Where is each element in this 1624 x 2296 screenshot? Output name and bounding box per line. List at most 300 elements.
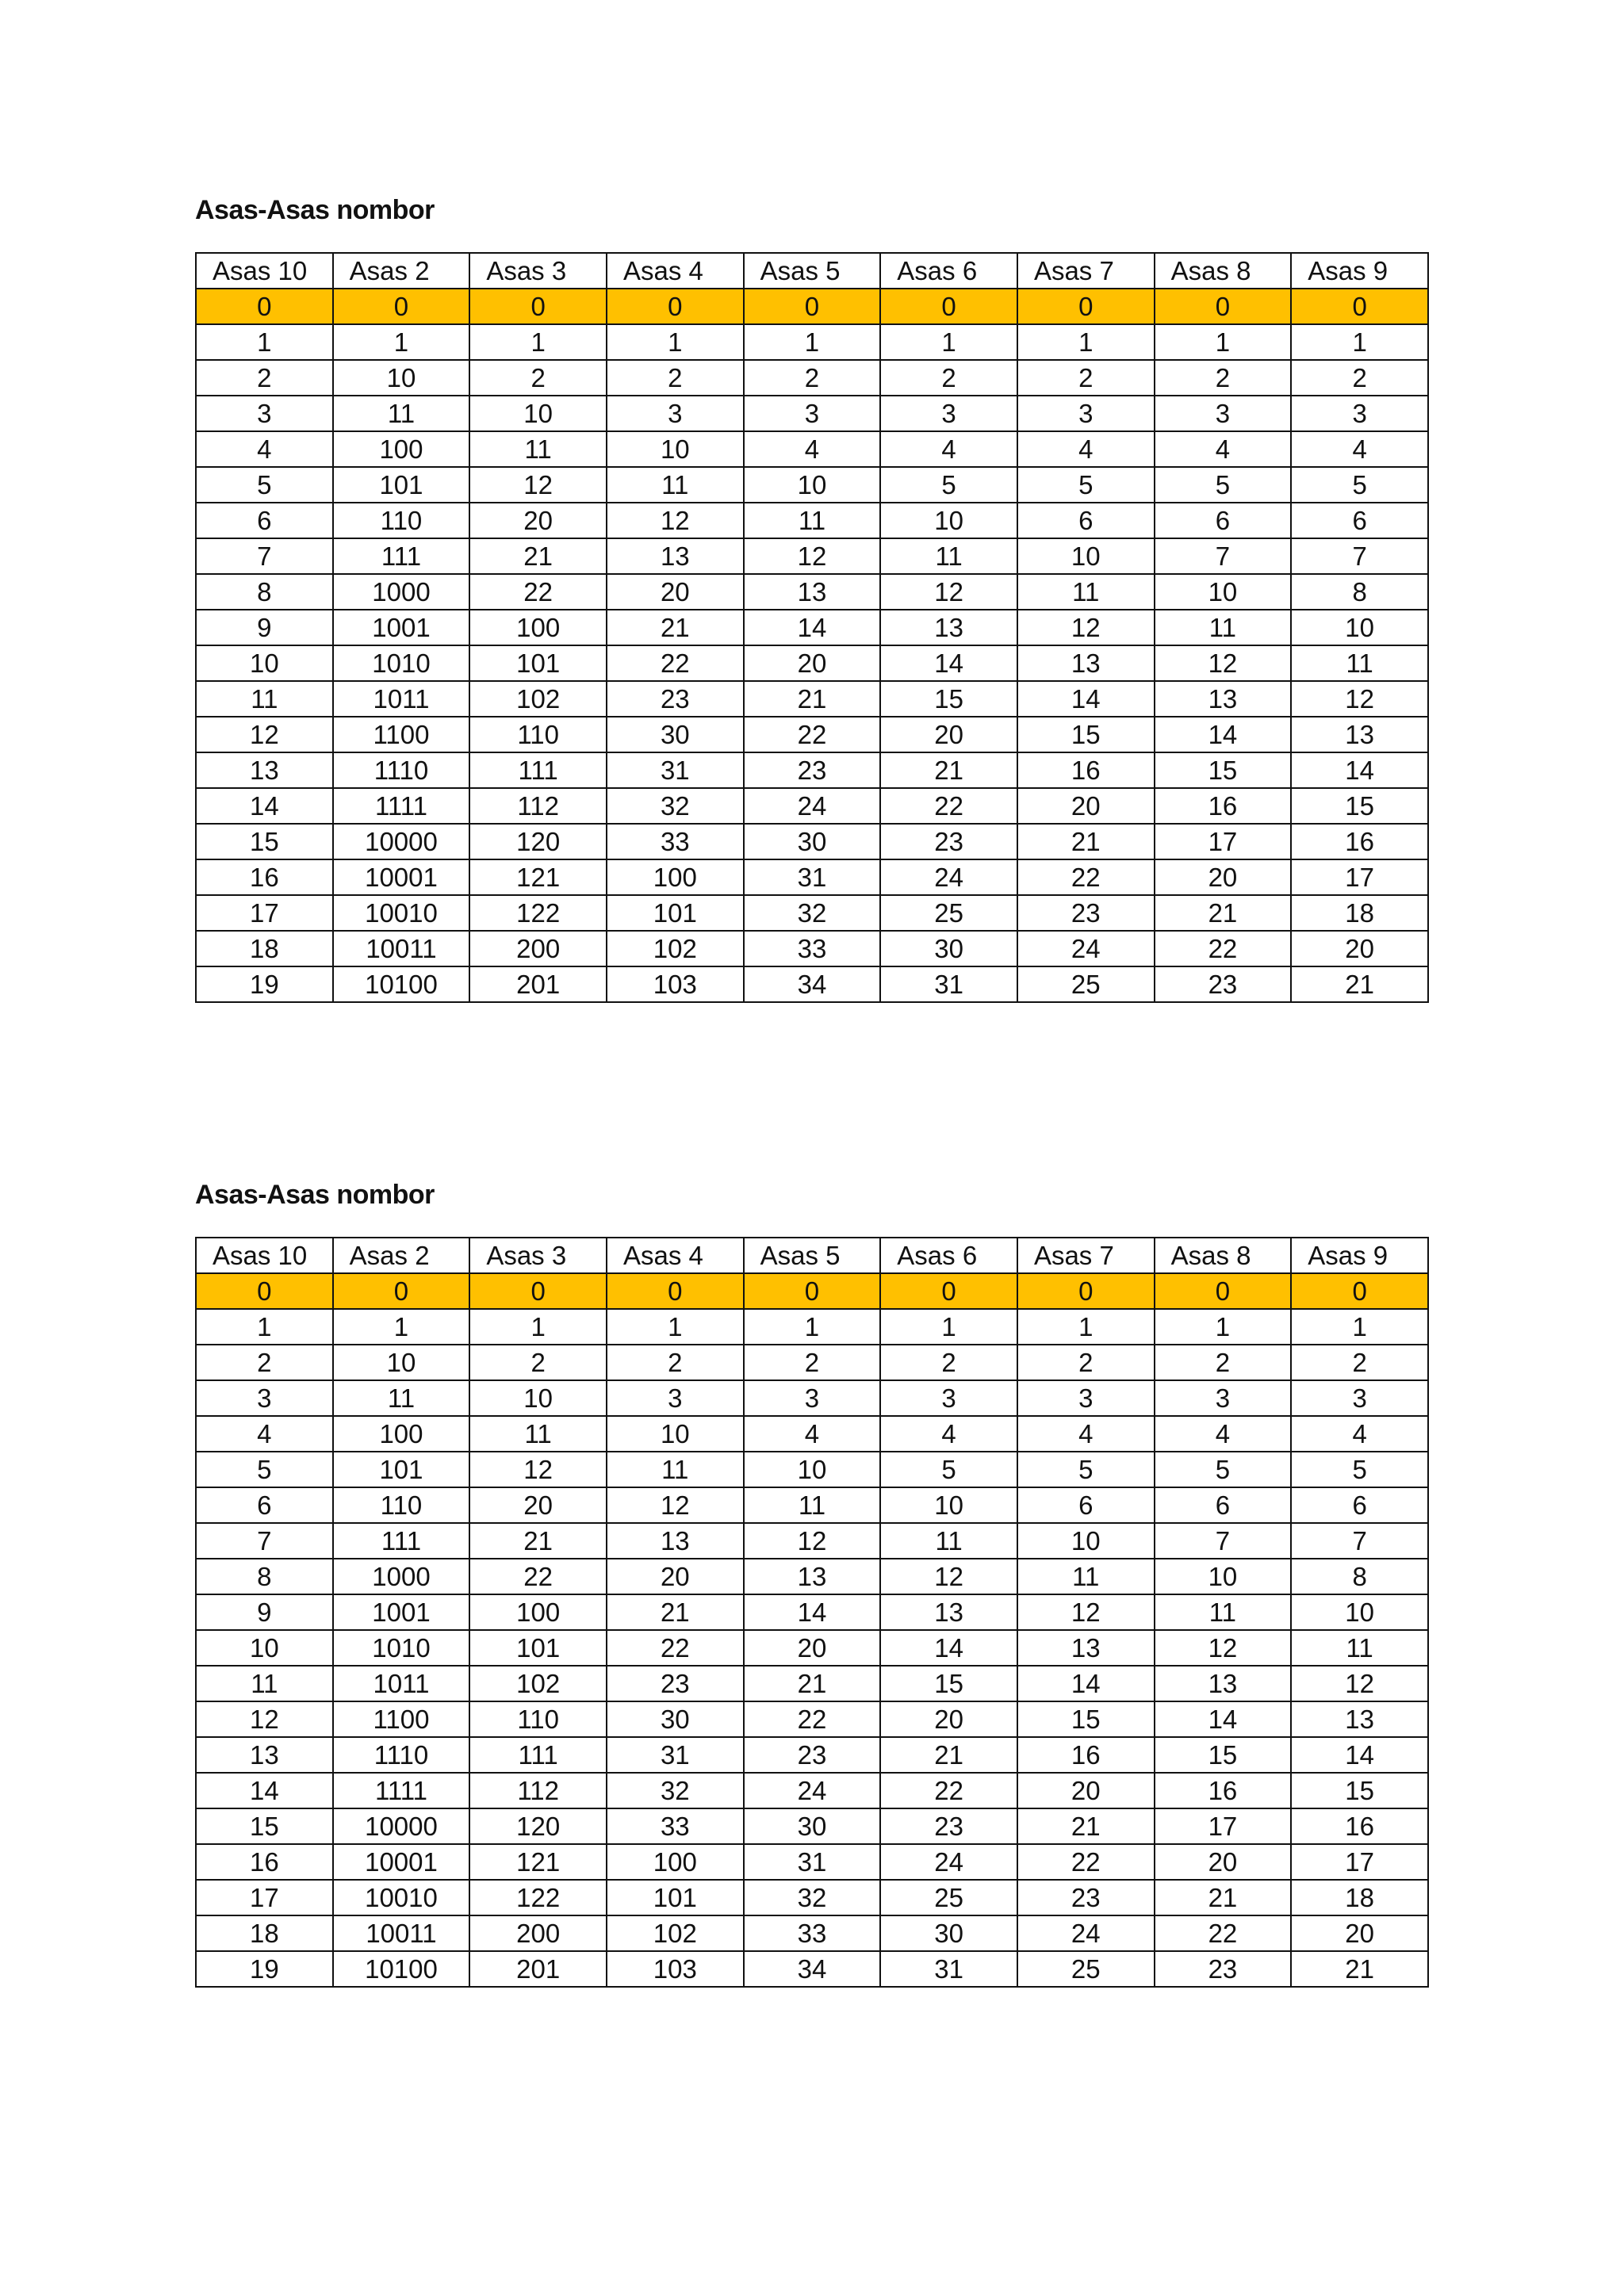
column-header: Asas 4 <box>607 1238 744 1273</box>
table-cell: 11 <box>744 1487 881 1523</box>
table-cell: 11 <box>880 538 1017 574</box>
base-table-section-1 <box>195 190 1429 1003</box>
table-cell: 102 <box>469 1666 607 1701</box>
table-cell: 8 <box>1291 1559 1428 1594</box>
table-cell: 100 <box>607 1844 744 1880</box>
table-cell: 13 <box>1017 1630 1155 1666</box>
table-cell: 23 <box>880 824 1017 859</box>
table-cell: 100 <box>607 859 744 895</box>
table-cell: 10 <box>1017 1523 1155 1559</box>
table-cell: 33 <box>607 824 744 859</box>
table-cell: 112 <box>469 788 607 824</box>
table-cell: 6 <box>196 1487 333 1523</box>
table-cell: 16 <box>196 1844 333 1880</box>
table-cell: 1 <box>469 324 607 360</box>
table-cell: 13 <box>196 752 333 788</box>
column-header: Asas 8 <box>1155 1238 1292 1273</box>
table-cell: 21 <box>1291 966 1428 1002</box>
table-cell: 111 <box>333 538 470 574</box>
table-cell: 13 <box>196 1737 333 1773</box>
table-cell: 12 <box>196 717 333 752</box>
table-cell: 34 <box>744 966 881 1002</box>
table-cell: 12 <box>469 1452 607 1487</box>
table-cell: 11 <box>469 1416 607 1452</box>
table-row <box>196 1559 1428 1594</box>
table-cell: 20 <box>1155 1844 1292 1880</box>
table-cell: 32 <box>744 895 881 931</box>
table-cell: 17 <box>1291 859 1428 895</box>
table-cell: 20 <box>880 1701 1017 1737</box>
table-cell: 101 <box>469 645 607 681</box>
table-cell: 1110 <box>333 1737 470 1773</box>
column-header: Asas 9 <box>1291 253 1428 289</box>
table-row <box>196 574 1428 610</box>
table-cell: 3 <box>1017 1380 1155 1416</box>
table-row <box>196 717 1428 752</box>
table-cell: 1 <box>744 324 881 360</box>
table-row <box>196 966 1428 1002</box>
table-cell: 5 <box>196 1452 333 1487</box>
table-cell: 5 <box>196 467 333 503</box>
table-header-row <box>196 1238 1428 1273</box>
column-header: Asas 4 <box>607 253 744 289</box>
table-cell: 14 <box>196 1773 333 1808</box>
table-cell: 100 <box>333 1416 470 1452</box>
table-cell: 111 <box>469 1737 607 1773</box>
table-cell: 0 <box>469 1273 607 1309</box>
table-cell: 3 <box>744 396 881 431</box>
table-cell: 21 <box>1155 895 1292 931</box>
table-cell: 7 <box>1291 538 1428 574</box>
column-header: Asas 7 <box>1017 253 1155 289</box>
table-cell: 15 <box>1291 788 1428 824</box>
table-cell: 11 <box>880 1523 1017 1559</box>
table-cell: 25 <box>880 895 1017 931</box>
table-cell: 120 <box>469 824 607 859</box>
table-cell: 10011 <box>333 1915 470 1951</box>
table-cell: 17 <box>1155 824 1292 859</box>
table-cell: 20 <box>744 645 881 681</box>
table-cell: 4 <box>880 1416 1017 1452</box>
table-cell: 17 <box>196 895 333 931</box>
table-cell: 22 <box>469 1559 607 1594</box>
table-cell: 14 <box>744 1594 881 1630</box>
table-cell: 22 <box>1155 931 1292 966</box>
table-cell: 15 <box>1017 717 1155 752</box>
table-row <box>196 859 1428 895</box>
table-cell: 2 <box>1017 360 1155 396</box>
table-cell: 103 <box>607 966 744 1002</box>
column-header: Asas 7 <box>1017 1238 1155 1273</box>
table-cell: 0 <box>880 1273 1017 1309</box>
table-cell: 101 <box>607 895 744 931</box>
table-cell: 12 <box>607 1487 744 1523</box>
table-cell: 13 <box>607 1523 744 1559</box>
table-cell: 17 <box>196 1880 333 1915</box>
table-cell: 13 <box>880 1594 1017 1630</box>
table-row <box>196 1630 1428 1666</box>
table-cell: 5 <box>880 467 1017 503</box>
table-cell: 12 <box>880 1559 1017 1594</box>
table-cell: 0 <box>1155 1273 1292 1309</box>
table-row <box>196 931 1428 966</box>
table-cell: 1110 <box>333 752 470 788</box>
table-cell: 10 <box>880 503 1017 538</box>
table-row <box>196 1701 1428 1737</box>
table-cell: 11 <box>469 431 607 467</box>
table-cell: 30 <box>744 824 881 859</box>
table-cell: 15 <box>1291 1773 1428 1808</box>
table-cell: 5 <box>1291 467 1428 503</box>
table-cell: 1 <box>607 1309 744 1345</box>
table-cell: 1011 <box>333 681 470 717</box>
table-cell: 4 <box>196 1416 333 1452</box>
table-cell: 10001 <box>333 859 470 895</box>
table-cell: 3 <box>880 396 1017 431</box>
table-cell: 15 <box>880 1666 1017 1701</box>
table-cell: 14 <box>1291 1737 1428 1773</box>
table-cell: 24 <box>744 788 881 824</box>
table-row <box>196 824 1428 859</box>
table-cell: 10 <box>196 645 333 681</box>
table-cell: 11 <box>196 1666 333 1701</box>
table-cell: 1 <box>333 324 470 360</box>
table-cell: 102 <box>607 931 744 966</box>
table-cell: 1000 <box>333 1559 470 1594</box>
table-cell: 2 <box>880 1345 1017 1380</box>
table-cell: 6 <box>1291 503 1428 538</box>
table-cell: 22 <box>1017 859 1155 895</box>
table-cell: 8 <box>196 1559 333 1594</box>
number-bases-table <box>195 252 1429 1003</box>
table-cell: 23 <box>607 681 744 717</box>
table-cell: 16 <box>1017 752 1155 788</box>
table-row <box>196 324 1428 360</box>
table-cell: 11 <box>1017 1559 1155 1594</box>
table-cell: 13 <box>744 574 881 610</box>
table-row <box>196 431 1428 467</box>
table-cell: 24 <box>1017 1915 1155 1951</box>
table-cell: 1 <box>196 1309 333 1345</box>
table-cell: 0 <box>1291 1273 1428 1309</box>
table-cell: 23 <box>1017 895 1155 931</box>
table-cell: 18 <box>196 931 333 966</box>
table-cell: 6 <box>1017 503 1155 538</box>
table-cell: 13 <box>880 610 1017 645</box>
table-cell: 33 <box>744 931 881 966</box>
table-cell: 21 <box>1155 1880 1292 1915</box>
table-cell: 1111 <box>333 1773 470 1808</box>
table-cell: 11 <box>333 396 470 431</box>
table-cell: 3 <box>607 396 744 431</box>
table-cell: 201 <box>469 1951 607 1987</box>
table-cell: 10 <box>607 431 744 467</box>
table-cell: 4 <box>1017 1416 1155 1452</box>
table-cell: 20 <box>1291 1915 1428 1951</box>
table-cell: 22 <box>880 1773 1017 1808</box>
table-cell: 3 <box>1017 396 1155 431</box>
table-cell: 1 <box>469 1309 607 1345</box>
table-cell: 10100 <box>333 1951 470 1987</box>
table-cell: 6 <box>196 503 333 538</box>
table-cell: 12 <box>1291 1666 1428 1701</box>
table-row <box>196 1380 1428 1416</box>
table-cell: 25 <box>1017 1951 1155 1987</box>
table-cell: 3 <box>1291 396 1428 431</box>
column-header: Asas 2 <box>333 1238 470 1273</box>
table-cell: 34 <box>744 1951 881 1987</box>
table-cell: 31 <box>607 752 744 788</box>
table-cell: 2 <box>1017 1345 1155 1380</box>
table-cell: 4 <box>744 431 881 467</box>
table-cell: 6 <box>1291 1487 1428 1523</box>
table-cell: 31 <box>880 1951 1017 1987</box>
table-row <box>196 1594 1428 1630</box>
table-cell: 2 <box>469 1345 607 1380</box>
table-cell: 122 <box>469 1880 607 1915</box>
table-cell: 12 <box>1155 1630 1292 1666</box>
table-cell: 13 <box>744 1559 881 1594</box>
table-row <box>196 681 1428 717</box>
table-cell: 1 <box>1155 1309 1292 1345</box>
table-row-highlighted <box>196 1273 1428 1309</box>
table-row-highlighted <box>196 289 1428 324</box>
table-cell: 21 <box>880 1737 1017 1773</box>
table-cell: 2 <box>744 360 881 396</box>
table-cell: 16 <box>1017 1737 1155 1773</box>
table-cell: 2 <box>880 360 1017 396</box>
table-cell: 100 <box>333 431 470 467</box>
table-cell: 9 <box>196 1594 333 1630</box>
table-cell: 1 <box>1291 324 1428 360</box>
table-cell: 6 <box>1017 1487 1155 1523</box>
column-header: Asas 2 <box>333 253 470 289</box>
table-cell: 13 <box>1155 681 1292 717</box>
table-row <box>196 1951 1428 1987</box>
table-cell: 31 <box>744 1844 881 1880</box>
table-cell: 20 <box>469 503 607 538</box>
table-cell: 3 <box>1155 1380 1292 1416</box>
table-cell: 9 <box>196 610 333 645</box>
number-bases-table <box>195 1237 1429 1988</box>
table-cell: 32 <box>607 1773 744 1808</box>
table-cell: 110 <box>469 717 607 752</box>
table-cell: 0 <box>607 289 744 324</box>
table-cell: 13 <box>1291 717 1428 752</box>
table-cell: 22 <box>744 1701 881 1737</box>
table-row <box>196 1416 1428 1452</box>
table-cell: 5 <box>880 1452 1017 1487</box>
table-cell: 1 <box>1017 1309 1155 1345</box>
table-cell: 3 <box>1155 396 1292 431</box>
table-cell: 1001 <box>333 610 470 645</box>
table-cell: 20 <box>1017 1773 1155 1808</box>
table-cell: 10 <box>1155 1559 1292 1594</box>
table-row <box>196 1523 1428 1559</box>
table-cell: 10001 <box>333 1844 470 1880</box>
table-cell: 101 <box>469 1630 607 1666</box>
table-cell: 0 <box>333 1273 470 1309</box>
table-cell: 13 <box>607 538 744 574</box>
table-cell: 18 <box>1291 1880 1428 1915</box>
table-cell: 1 <box>744 1309 881 1345</box>
table-cell: 30 <box>607 717 744 752</box>
table-cell: 1100 <box>333 717 470 752</box>
table-cell: 5 <box>1017 1452 1155 1487</box>
table-cell: 15 <box>1017 1701 1155 1737</box>
table-cell: 21 <box>469 538 607 574</box>
table-cell: 12 <box>607 503 744 538</box>
table-cell: 102 <box>607 1915 744 1951</box>
table-cell: 3 <box>196 396 333 431</box>
table-cell: 14 <box>1017 1666 1155 1701</box>
table-cell: 22 <box>880 788 1017 824</box>
table-cell: 11 <box>196 681 333 717</box>
table-cell: 3 <box>744 1380 881 1416</box>
table-cell: 11 <box>1291 645 1428 681</box>
table-row <box>196 1880 1428 1915</box>
table-row <box>196 1345 1428 1380</box>
table-cell: 25 <box>880 1880 1017 1915</box>
table-cell: 2 <box>469 360 607 396</box>
table-cell: 110 <box>333 1487 470 1523</box>
table-cell: 15 <box>1155 752 1292 788</box>
table-row <box>196 895 1428 931</box>
table-cell: 201 <box>469 966 607 1002</box>
table-cell: 1 <box>607 324 744 360</box>
table-cell: 12 <box>196 1701 333 1737</box>
table-cell: 31 <box>607 1737 744 1773</box>
table-row <box>196 1737 1428 1773</box>
table-cell: 0 <box>1017 289 1155 324</box>
table-cell: 6 <box>1155 1487 1292 1523</box>
table-cell: 16 <box>1155 788 1292 824</box>
table-cell: 23 <box>607 1666 744 1701</box>
table-cell: 4 <box>196 431 333 467</box>
table-cell: 11 <box>1155 1594 1292 1630</box>
table-cell: 31 <box>744 859 881 895</box>
table-cell: 20 <box>744 1630 881 1666</box>
table-cell: 2 <box>1155 360 1292 396</box>
table-cell: 110 <box>469 1701 607 1737</box>
table-cell: 22 <box>469 574 607 610</box>
table-cell: 21 <box>607 610 744 645</box>
table-cell: 122 <box>469 895 607 931</box>
table-cell: 2 <box>1291 360 1428 396</box>
table-cell: 112 <box>469 1773 607 1808</box>
table-cell: 10010 <box>333 1880 470 1915</box>
table-cell: 4 <box>1155 1416 1292 1452</box>
table-cell: 23 <box>1155 966 1292 1002</box>
column-header: Asas 10 <box>196 1238 333 1273</box>
table-cell: 22 <box>607 1630 744 1666</box>
table-cell: 31 <box>880 966 1017 1002</box>
table-cell: 10 <box>744 467 881 503</box>
table-row <box>196 503 1428 538</box>
table-cell: 22 <box>1017 1844 1155 1880</box>
table-cell: 23 <box>744 752 881 788</box>
table-cell: 5 <box>1155 467 1292 503</box>
table-cell: 17 <box>1155 1808 1292 1844</box>
table-cell: 5 <box>1291 1452 1428 1487</box>
table-cell: 19 <box>196 966 333 1002</box>
table-cell: 12 <box>1291 681 1428 717</box>
table-cell: 21 <box>880 752 1017 788</box>
table-cell: 21 <box>1017 1808 1155 1844</box>
table-row <box>196 360 1428 396</box>
table-cell: 7 <box>1291 1523 1428 1559</box>
table-cell: 11 <box>1291 1630 1428 1666</box>
table-cell: 14 <box>1155 1701 1292 1737</box>
table-cell: 200 <box>469 1915 607 1951</box>
table-cell: 10 <box>196 1630 333 1666</box>
table-cell: 3 <box>1291 1380 1428 1416</box>
table-cell: 20 <box>1291 931 1428 966</box>
table-cell: 23 <box>744 1737 881 1773</box>
column-header: Asas 3 <box>469 1238 607 1273</box>
table-cell: 12 <box>1017 610 1155 645</box>
table-cell: 2 <box>196 360 333 396</box>
table-cell: 101 <box>333 467 470 503</box>
table-cell: 12 <box>880 574 1017 610</box>
table-cell: 7 <box>1155 538 1292 574</box>
table-cell: 7 <box>1155 1523 1292 1559</box>
table-cell: 7 <box>196 1523 333 1559</box>
table-cell: 21 <box>469 1523 607 1559</box>
table-cell: 111 <box>333 1523 470 1559</box>
table-header-row <box>196 253 1428 289</box>
table-cell: 10000 <box>333 1808 470 1844</box>
table-cell: 23 <box>1155 1951 1292 1987</box>
table-cell: 14 <box>880 645 1017 681</box>
table-cell: 24 <box>744 1773 881 1808</box>
table-cell: 5 <box>1155 1452 1292 1487</box>
table-cell: 3 <box>196 1380 333 1416</box>
table-row <box>196 396 1428 431</box>
table-cell: 15 <box>880 681 1017 717</box>
table-cell: 101 <box>607 1880 744 1915</box>
table-row <box>196 1844 1428 1880</box>
table-cell: 6 <box>1155 503 1292 538</box>
table-cell: 10 <box>607 1416 744 1452</box>
table-cell: 11 <box>607 1452 744 1487</box>
table-cell: 10 <box>1017 538 1155 574</box>
table-cell: 3 <box>607 1380 744 1416</box>
table-cell: 4 <box>1017 431 1155 467</box>
table-cell: 14 <box>196 788 333 824</box>
table-cell: 1 <box>1291 1309 1428 1345</box>
table-cell: 32 <box>744 1880 881 1915</box>
table-row <box>196 1773 1428 1808</box>
table-cell: 15 <box>196 824 333 859</box>
table-cell: 1000 <box>333 574 470 610</box>
table-cell: 101 <box>333 1452 470 1487</box>
column-header: Asas 3 <box>469 253 607 289</box>
table-cell: 20 <box>469 1487 607 1523</box>
table-cell: 10 <box>1155 574 1292 610</box>
table-row <box>196 1309 1428 1345</box>
table-cell: 2 <box>744 1345 881 1380</box>
table-cell: 12 <box>1155 645 1292 681</box>
column-header: Asas 6 <box>880 253 1017 289</box>
table-cell: 10 <box>1291 610 1428 645</box>
table-cell: 1010 <box>333 645 470 681</box>
table-cell: 103 <box>607 1951 744 1987</box>
table-row <box>196 645 1428 681</box>
table-cell: 111 <box>469 752 607 788</box>
table-cell: 13 <box>1155 1666 1292 1701</box>
table-row <box>196 752 1428 788</box>
